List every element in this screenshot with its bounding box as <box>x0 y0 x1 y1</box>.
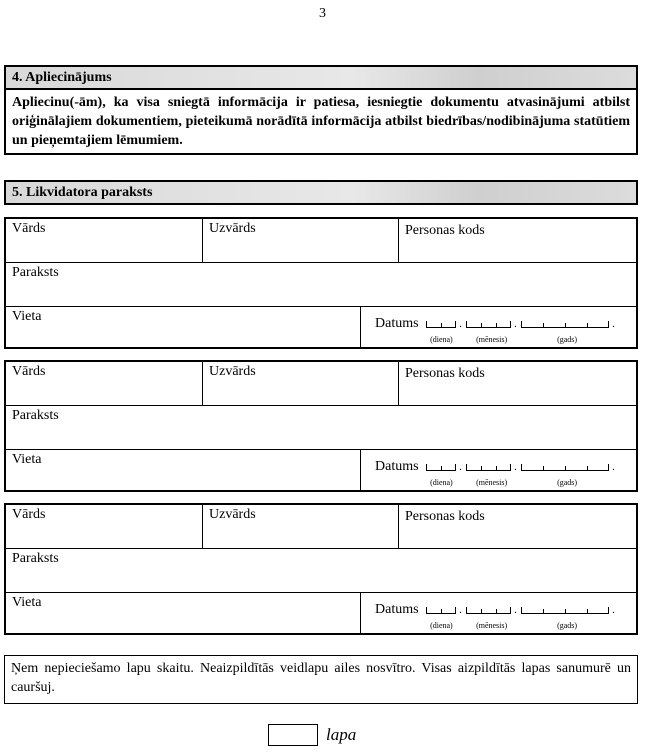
name-label: Vārds <box>12 364 46 379</box>
name-field[interactable] <box>6 362 202 405</box>
date-label: Datums <box>375 316 419 331</box>
place-date-row <box>6 450 636 490</box>
surname-field[interactable] <box>202 505 398 548</box>
declaration-text: Apliecinu(-ām), ka visa sniegtā informācija ir patiesa, iesniegtie dokumentu atvasinājumi atbilst oriģinālajiem dokumentiem, pieteikumā norādītā informācija atbilst biedrības/nodibinājuma statūtiem un pieņemtajiem lēmumiem. <box>4 90 638 155</box>
liquidator-block <box>4 360 638 492</box>
day-caption: (diena) <box>430 478 453 487</box>
surname-label: Uzvārds <box>209 221 256 236</box>
name-row <box>6 505 636 549</box>
personal-code-field[interactable] <box>398 362 636 405</box>
name-row <box>6 362 636 406</box>
month-box[interactable] <box>466 464 511 471</box>
month-box[interactable] <box>466 607 511 614</box>
year-caption: (gads) <box>557 478 578 487</box>
name-label: Vārds <box>12 221 46 236</box>
place-field[interactable] <box>6 450 360 490</box>
surname-label: Uzvārds <box>209 507 256 522</box>
date-label: Datums <box>375 459 419 474</box>
signature-label: Paraksts <box>12 551 59 566</box>
date-label: Datums <box>375 602 419 617</box>
date-field[interactable]: . . . (diena) (mēnesis) (gads) <box>424 458 620 476</box>
surname-field[interactable] <box>202 362 398 405</box>
signature-label: Paraksts <box>12 265 59 280</box>
liquidator-block <box>4 503 638 635</box>
sheet-label: lapa <box>326 725 357 744</box>
place-label: Vieta <box>12 595 42 610</box>
page-number: 3 <box>319 6 326 21</box>
place-field[interactable] <box>6 307 360 347</box>
date-cell <box>360 307 636 347</box>
name-label: Vārds <box>12 507 46 522</box>
date-cell <box>360 450 636 490</box>
day-caption: (diena) <box>430 621 453 630</box>
personal-code-label: Personas kods <box>405 223 485 238</box>
personal-code-field[interactable] <box>398 219 636 262</box>
personal-code-label: Personas kods <box>405 509 485 524</box>
date-field[interactable]: . . . (diena) (mēnesis) (gads) <box>424 315 620 333</box>
place-label: Vieta <box>12 309 42 324</box>
section-5-header: 5. Likvidatora paraksts <box>4 180 638 205</box>
place-field[interactable] <box>6 593 360 633</box>
month-caption: (mēnesis) <box>476 621 508 630</box>
month-box[interactable] <box>466 321 511 328</box>
personal-code-label: Personas kods <box>405 366 485 381</box>
liquidator-block <box>4 217 638 349</box>
year-caption: (gads) <box>557 621 578 630</box>
month-caption: (mēnesis) <box>476 335 508 344</box>
surname-label: Uzvārds <box>209 364 256 379</box>
name-field[interactable] <box>6 219 202 262</box>
personal-code-field[interactable] <box>398 505 636 548</box>
name-field[interactable] <box>6 505 202 548</box>
section-4-header: 4. Apliecinājums <box>4 65 638 90</box>
signature-label: Paraksts <box>12 408 59 423</box>
place-date-row <box>6 307 636 347</box>
sheet-number-box[interactable] <box>268 724 318 746</box>
signature-field[interactable] <box>6 549 636 592</box>
surname-field[interactable] <box>202 219 398 262</box>
signature-row <box>6 263 636 307</box>
month-caption: (mēnesis) <box>476 478 508 487</box>
date-field[interactable]: . . . (diena) (mēnesis) (gads) <box>424 601 620 619</box>
year-caption: (gads) <box>557 335 578 344</box>
place-date-row <box>6 593 636 633</box>
day-caption: (diena) <box>430 335 453 344</box>
signature-row <box>6 549 636 593</box>
place-label: Vieta <box>12 452 42 467</box>
signature-row <box>6 406 636 450</box>
instructions-note: Ņem nepieciešamo lapu skaitu. Neaizpildītās veidlapu ailes nosvītro. Visas aizpildītās lapas sanumurē un cauršuj. <box>4 655 638 704</box>
signature-field[interactable] <box>6 263 636 306</box>
name-row <box>6 219 636 263</box>
date-cell <box>360 593 636 633</box>
signature-field[interactable] <box>6 406 636 449</box>
